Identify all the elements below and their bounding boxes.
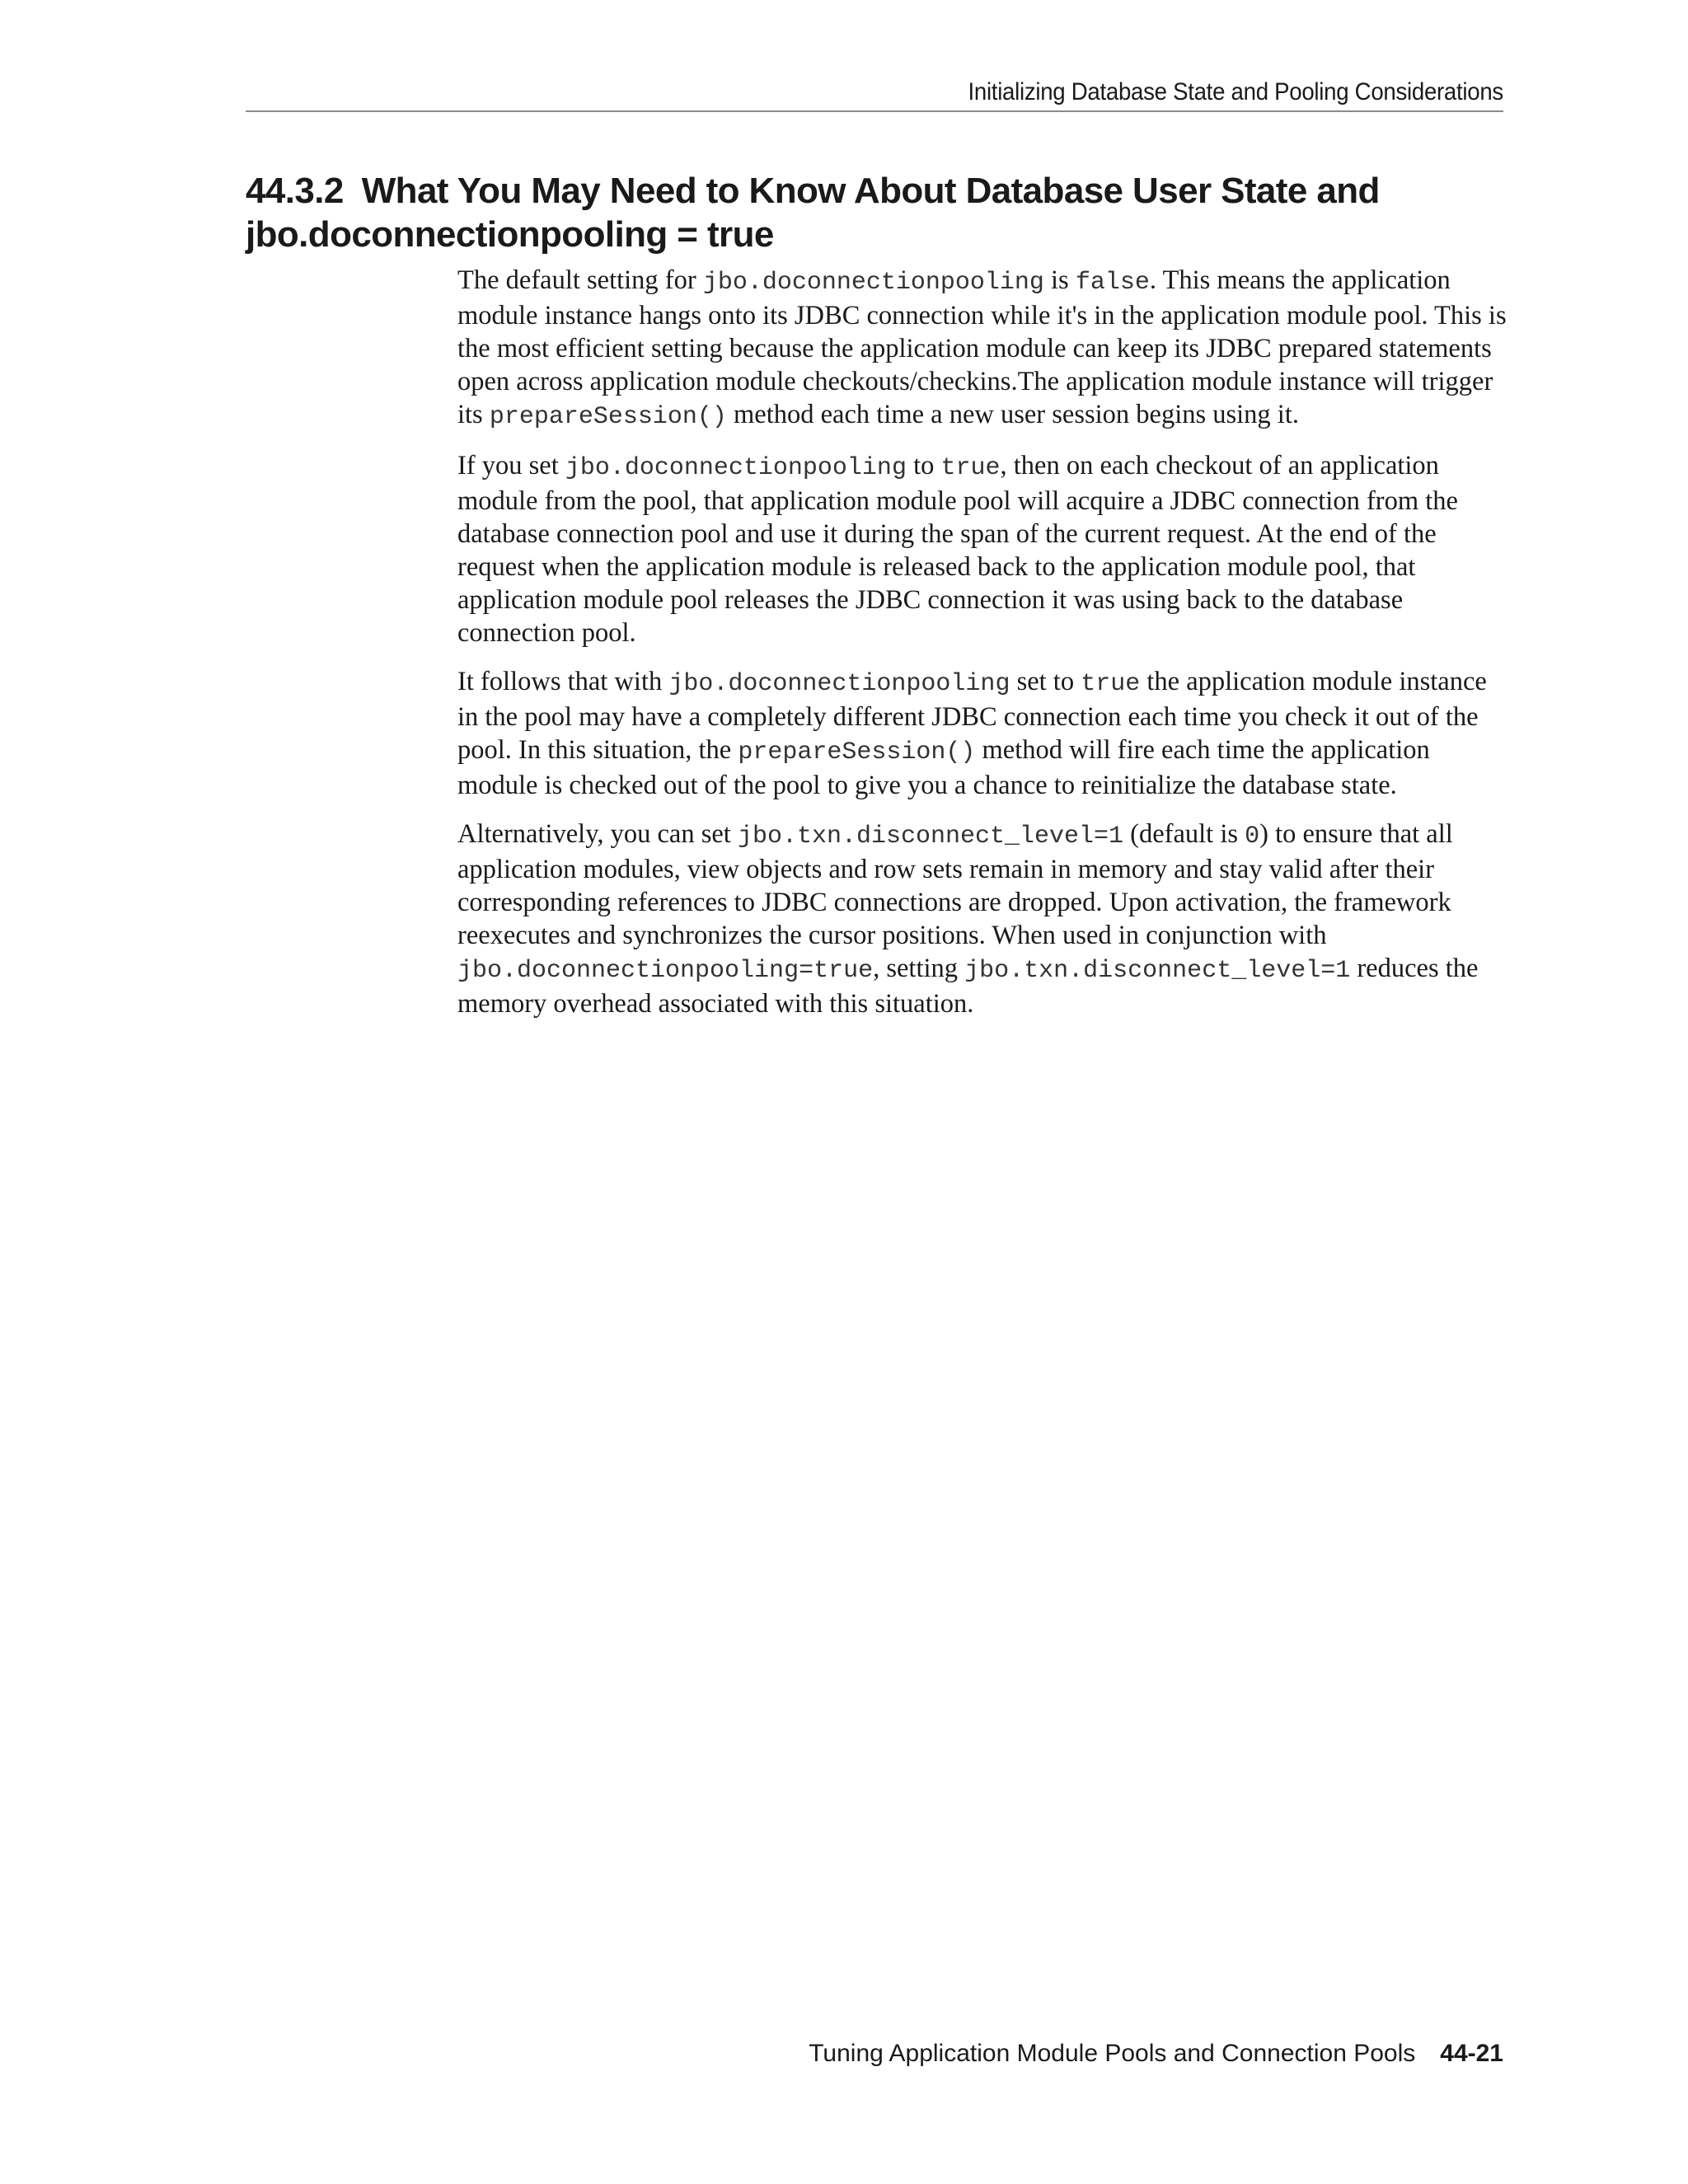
running-header-title: Initializing Database State and Pooling Considerations <box>968 78 1503 105</box>
paragraph-text: method each time a new user session begins using it. <box>726 400 1299 429</box>
paragraph-text: , setting <box>873 954 965 983</box>
code-property: jbo.doconnectionpooling <box>668 670 1010 698</box>
paragraph-text: is <box>1043 265 1076 295</box>
code-value: true <box>1081 670 1141 698</box>
paragraph-text: It follows that with <box>457 667 669 696</box>
footer-chapter-title: Tuning Application Module Pools and Connection Pools <box>809 2040 1416 2067</box>
section-heading <box>246 169 1503 256</box>
code-method: prepareSession() <box>738 738 976 766</box>
code-value: false <box>1075 269 1150 297</box>
paragraph-text: If you set <box>457 451 565 480</box>
paragraph-pooling-true <box>457 449 1508 649</box>
paragraph-text: (default is <box>1123 819 1245 849</box>
section-title-line-2: jbo.doconnectionpooling = true <box>246 214 774 255</box>
paragraph-text: Alternatively, you can set <box>457 819 738 849</box>
running-header <box>246 73 1503 112</box>
code-property: jbo.txn.disconnect_level=1 <box>737 823 1124 851</box>
paragraph-text: to <box>906 451 941 480</box>
code-property: jbo.doconnectionpooling=true <box>457 957 874 985</box>
paragraph-text: method will fire each time the application module is checked out of the pool to give you a chance to reinitialize the database state. <box>457 735 1430 800</box>
paragraph-text: , then on each checkout of an application module from the pool, that application module pool will acquire a JDBC connection from the database connection pool and use it during the span of the current request. At the end of the request when the application module is released back to the application module pool, that application module pool releases the JDBC connection it was using back to the database connection pool. <box>457 451 1458 648</box>
paragraph-text: ) to ensure that all application modules, view objects and row sets remain in memory and stay valid after their corresponding references to JDBC connections are dropped. Upon activation, the framework reexecutes and synchronizes the cursor positions. When used in conjunction with <box>457 819 1453 950</box>
paragraph-text: set to <box>1010 667 1081 696</box>
code-property: jbo.doconnectionpooling <box>702 269 1044 297</box>
code-method: prepareSession() <box>489 403 727 431</box>
code-value: true <box>940 454 1001 482</box>
paragraph-text: the application module instance in the pool may have a completely different JDBC connection each time you check it out of the pool. In this situation, the <box>457 667 1487 765</box>
paragraph-different-connection <box>457 665 1508 802</box>
code-value: 0 <box>1245 823 1260 851</box>
running-footer <box>809 2036 1503 2072</box>
code-property: jbo.txn.disconnect_level=1 <box>964 957 1351 985</box>
section-number: 44.3.2 <box>246 171 344 211</box>
page-number: 44-21 <box>1440 2040 1503 2067</box>
code-property: jbo.doconnectionpooling <box>565 454 907 482</box>
section-title-line-1: What You May Need to Know About Database User State and <box>361 171 1380 211</box>
paragraph-text: The default setting for <box>457 265 703 295</box>
paragraph-default-setting <box>457 264 1508 434</box>
section-body <box>457 264 1508 1036</box>
paragraph-disconnect-level <box>457 818 1508 1020</box>
paragraph-text: . This means the application module instance hangs onto its JDBC connection while it's in the application module pool. This is the most efficient setting because the application module can keep its JDBC prepared statements open across application module checkouts/checkins.The application module instance will trigger its <box>457 265 1507 429</box>
paragraph-text: reduces the memory overhead associated with this situation. <box>457 954 1479 1019</box>
